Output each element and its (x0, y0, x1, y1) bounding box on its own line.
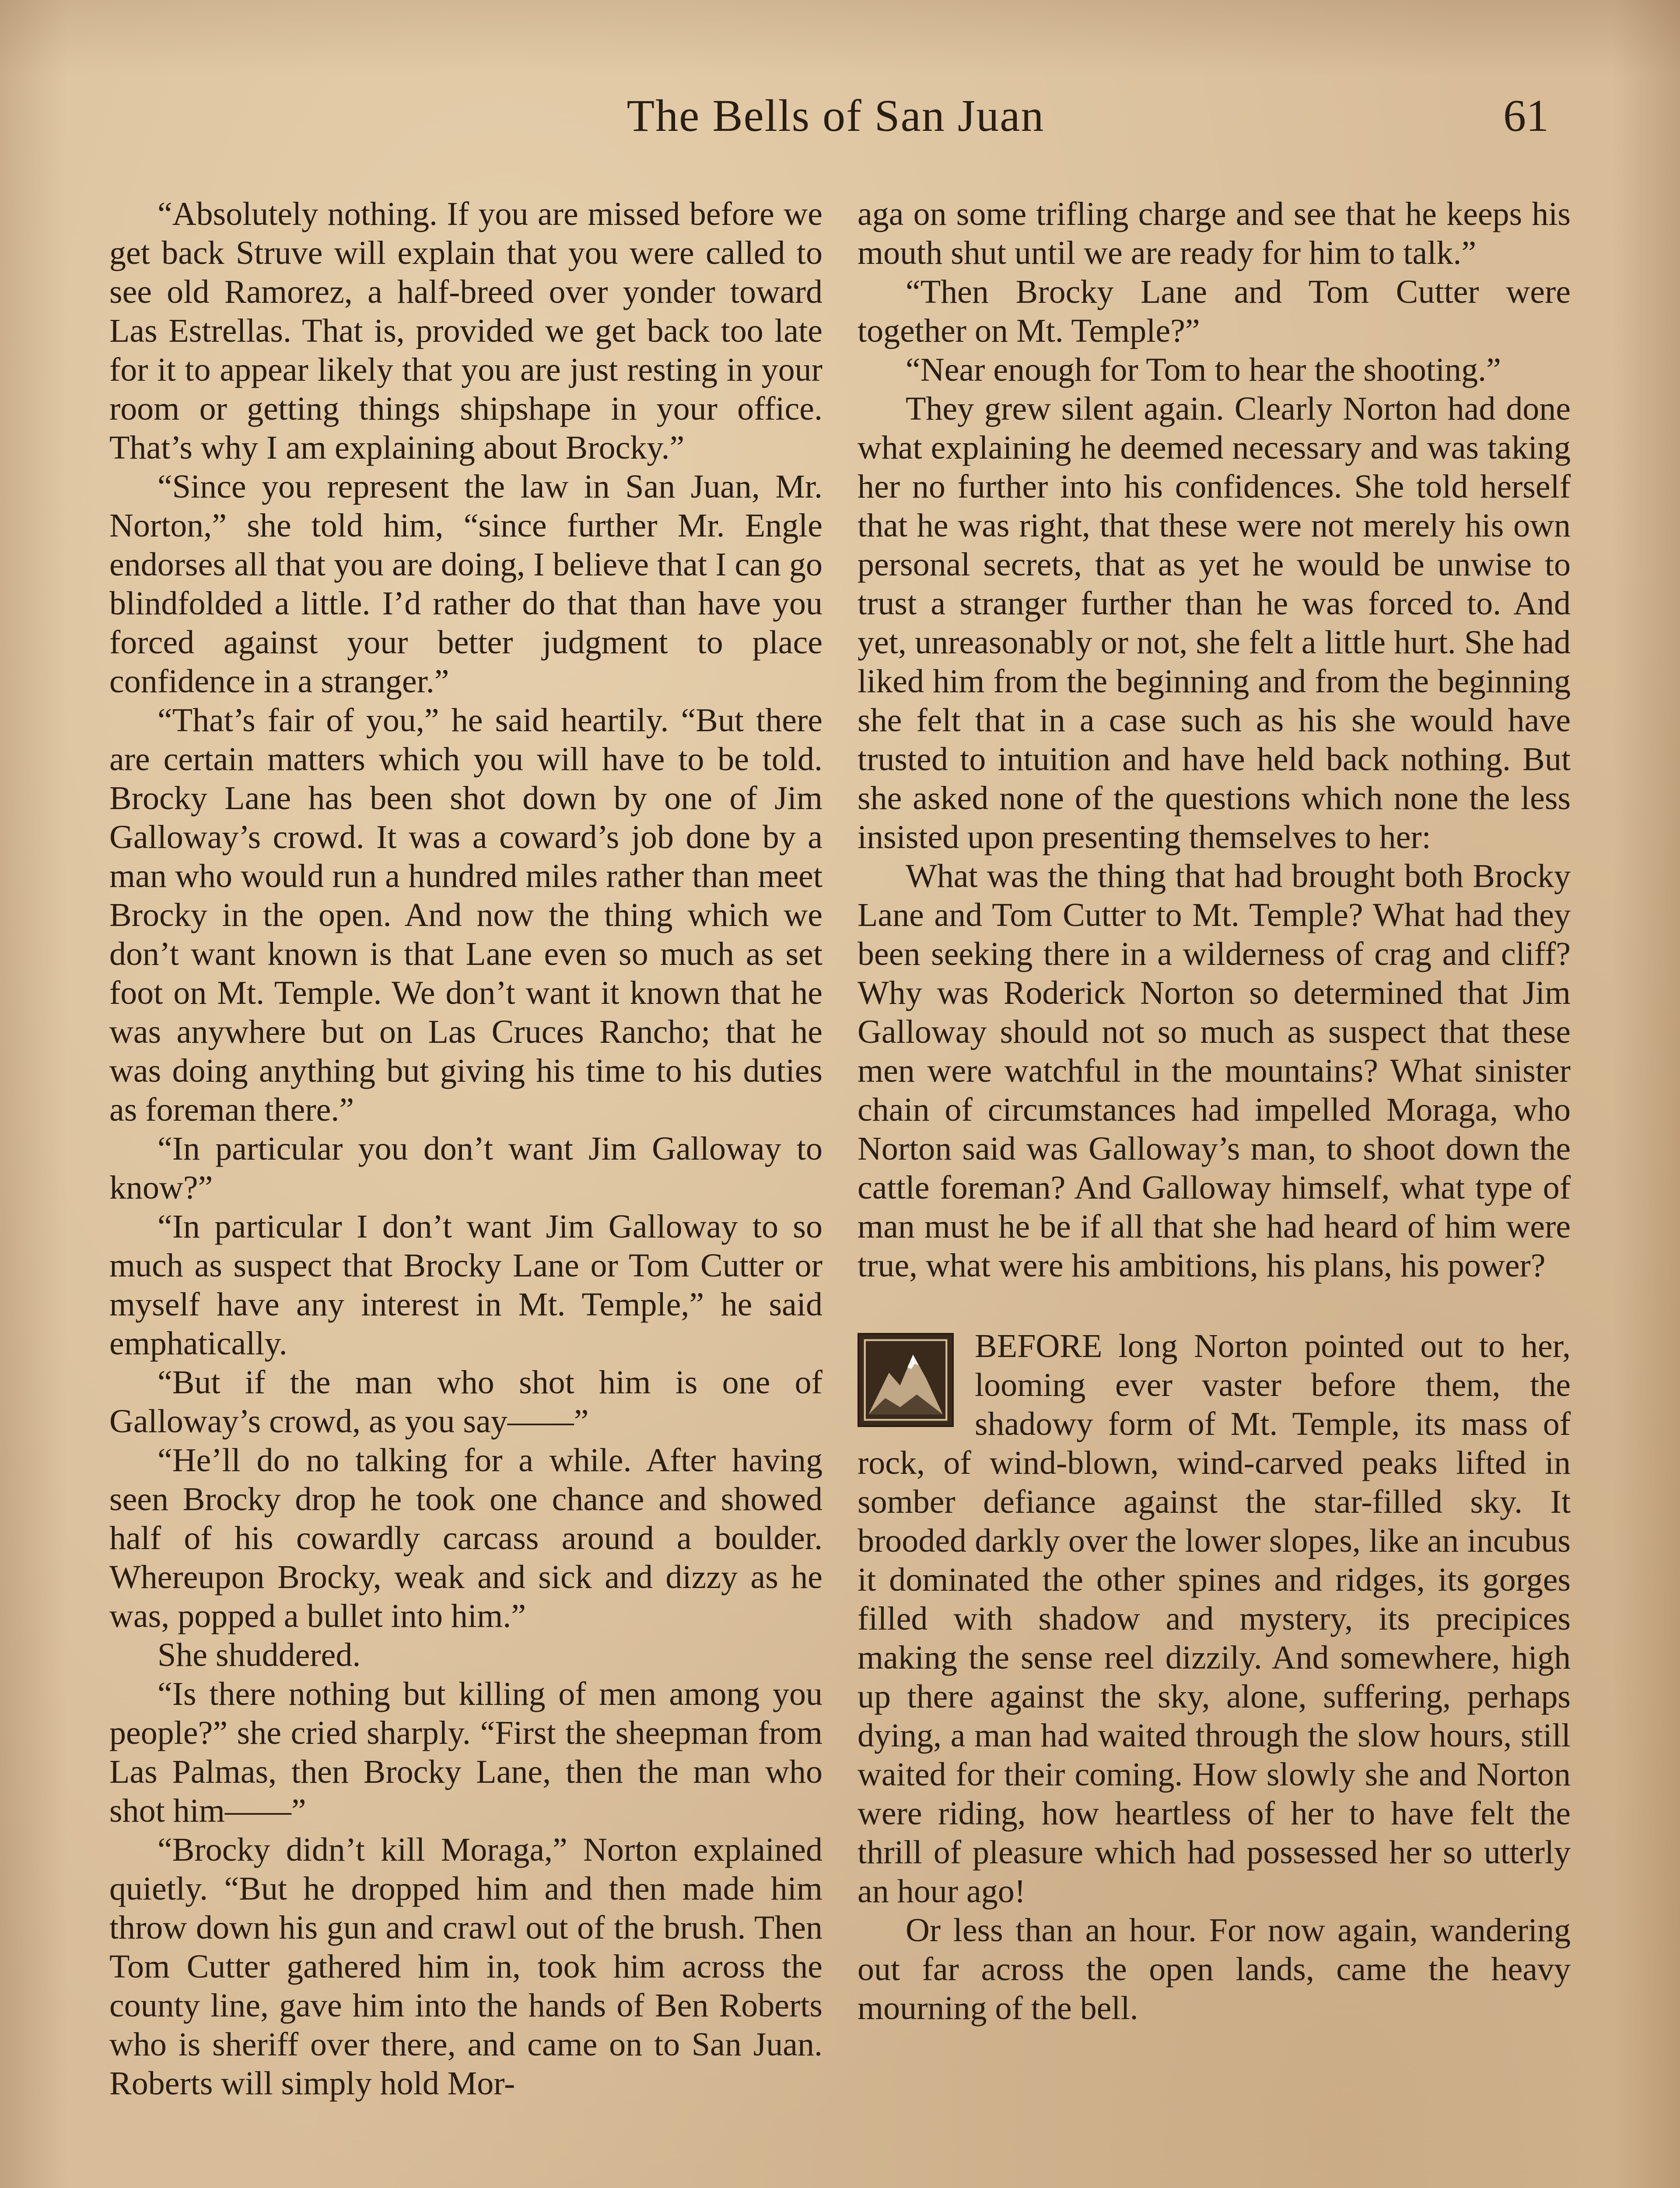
paragraph: “Since you represent the law in San Juan, Mr. Norton,” she told him, “since further Mr. Engle endorses all that you are doing, I believe that I can go blindfolded a little. I’d rather do that than have you forced against your better judgment to place confidence in a stranger.” (109, 468, 822, 700)
paragraph: “Is there nothing but killing of men among you people?” she cried sharply. “First the sheepman from Las Palmas, then Brocky Lane, then the man who shot him——” (109, 1676, 822, 1829)
paragraph: They grew silent again. Clearly Norton had done what explaining he deemed necessary and was taking her no further into his confidences. She told herself that he was right, that these were not merely his own personal secrets, that as yet he would be unwise to trust a stranger further than he was forced to. And yet, unreasonably or not, she felt a little hurt. She had liked him from the beginning and from the beginning she felt that in a case such as his she would have trusted to intuition and have held back nothing. But she asked none of the questions which none the less insisted upon presenting themselves to her: (858, 390, 1571, 856)
paragraph: “That’s fair of you,” he said heartily. “But there are certain matters which you will have to be told. Brocky Lane has been shot down by one of Jim Galloway’s crowd. It was a coward’s job done by a man who would run a hundred miles rather than meet Brocky in the open. And now the thing which we don’t want known is that Lane even so much as set foot on Mt. Temple. We don’t want it known that he was anywhere but on Las Cruces Rancho; that he was doing anything but giving his time to his duties as foreman there.” (109, 702, 822, 1128)
section-paragraph (858, 1327, 1571, 1911)
paragraph: What was the thing that had brought both Brocky Lane and Tom Cutter to Mt. Temple? What had they been seeking there in a wilderness of crag and cliff? Why was Roderick Norton so determined that Jim Galloway should not so much as suspect that these men were watchful in the mountains? What sinister chain of circumstances had impelled Moraga, who Norton said was Galloway’s man, to shoot down the cattle foreman? And Galloway himself, what type of man must he be if all that she had heard of him were true, what were his ambitions, his plans, his power? (858, 858, 1571, 1284)
page-number: 61 (1503, 91, 1549, 141)
closing-paragraph: Or less than an hour. For now again, wandering out far across the open lands, came the heavy mourning of the bell. (858, 1912, 1571, 2027)
mountain-ornament-icon (858, 1333, 954, 1427)
running-title: The Bells of San Juan (626, 91, 1045, 141)
right-column (858, 195, 1571, 2028)
section-opening (858, 1327, 1571, 2028)
paragraph: “Brocky didn’t kill Moraga,” Norton explained quietly. “But he dropped him and then made him throw down his gun and crawl out of the brush. Then Tom Cutter gathered him in, took him across the county line, gave him into the hands of Ben Roberts who is sheriff over there, and came on to San Juan. Roberts will simply hold Mor- (109, 1831, 822, 2102)
paragraph: “In particular you don’t want Jim Galloway to know?” (109, 1130, 822, 1206)
paragraph: “But if the man who shot him is one of Galloway’s crowd, as you say——” (109, 1364, 822, 1440)
paragraph: “Near enough for Tom to hear the shooting.” (906, 351, 1501, 388)
lead-word: BEFORE (975, 1328, 1102, 1364)
paragraph: “Absolutely nothing. If you are missed before we get back Struve will explain that you were called to see old Ramorez, a half-breed over yonder toward Las Estrellas. That is, provided we get back too late for it to appear likely that you are just resting in your room or getting things shipshape in your office. That’s why I am explaining about Brocky.” (109, 196, 822, 466)
section-break (858, 1285, 1571, 1327)
paragraph: “He’ll do no talking for a while. After having seen Brocky drop he took one chance and showed half of his cowardly carcass around a boulder. Whereupon Brocky, weak and sick and dizzy as he was, popped a bullet into him.” (109, 1442, 822, 1634)
left-column (109, 195, 822, 2103)
paragraph: aga on some trifling charge and see that he keeps his mouth shut until we are ready for him to talk.” (858, 196, 1571, 271)
paragraph: “Then Brocky Lane and Tom Cutter were together on Mt. Temple?” (858, 274, 1571, 349)
paragraph: “In particular I don’t want Jim Galloway to so much as suspect that Brocky Lane or Tom Cutter or myself have any interest in Mt. Temple,” he said emphatically. (109, 1208, 822, 1362)
section-body: long Norton pointed out to her, looming ever vaster before them, the shadowy form of Mt. Temple, its mass of rock, of wind-blown, wind-carved peaks lifted in somber defiance against the star-filled sky. It brooded darkly over the lower slopes, like an incubus it dominated the other spines and ridges, its gorges filled with shadow and mystery, its precipices making the sense reel dizzily. And somewhere, high up there against the sky, alone, suffering, perhaps dying, a man had waited through the slow hours, still waited for their coming. How slowly she and Norton were riding, how heartless of her to have felt the thrill of pleasure which had possessed her so utterly an hour ago! (858, 1328, 1571, 1910)
page-header (0, 90, 1680, 147)
paragraph: She shuddered. (158, 1637, 361, 1673)
